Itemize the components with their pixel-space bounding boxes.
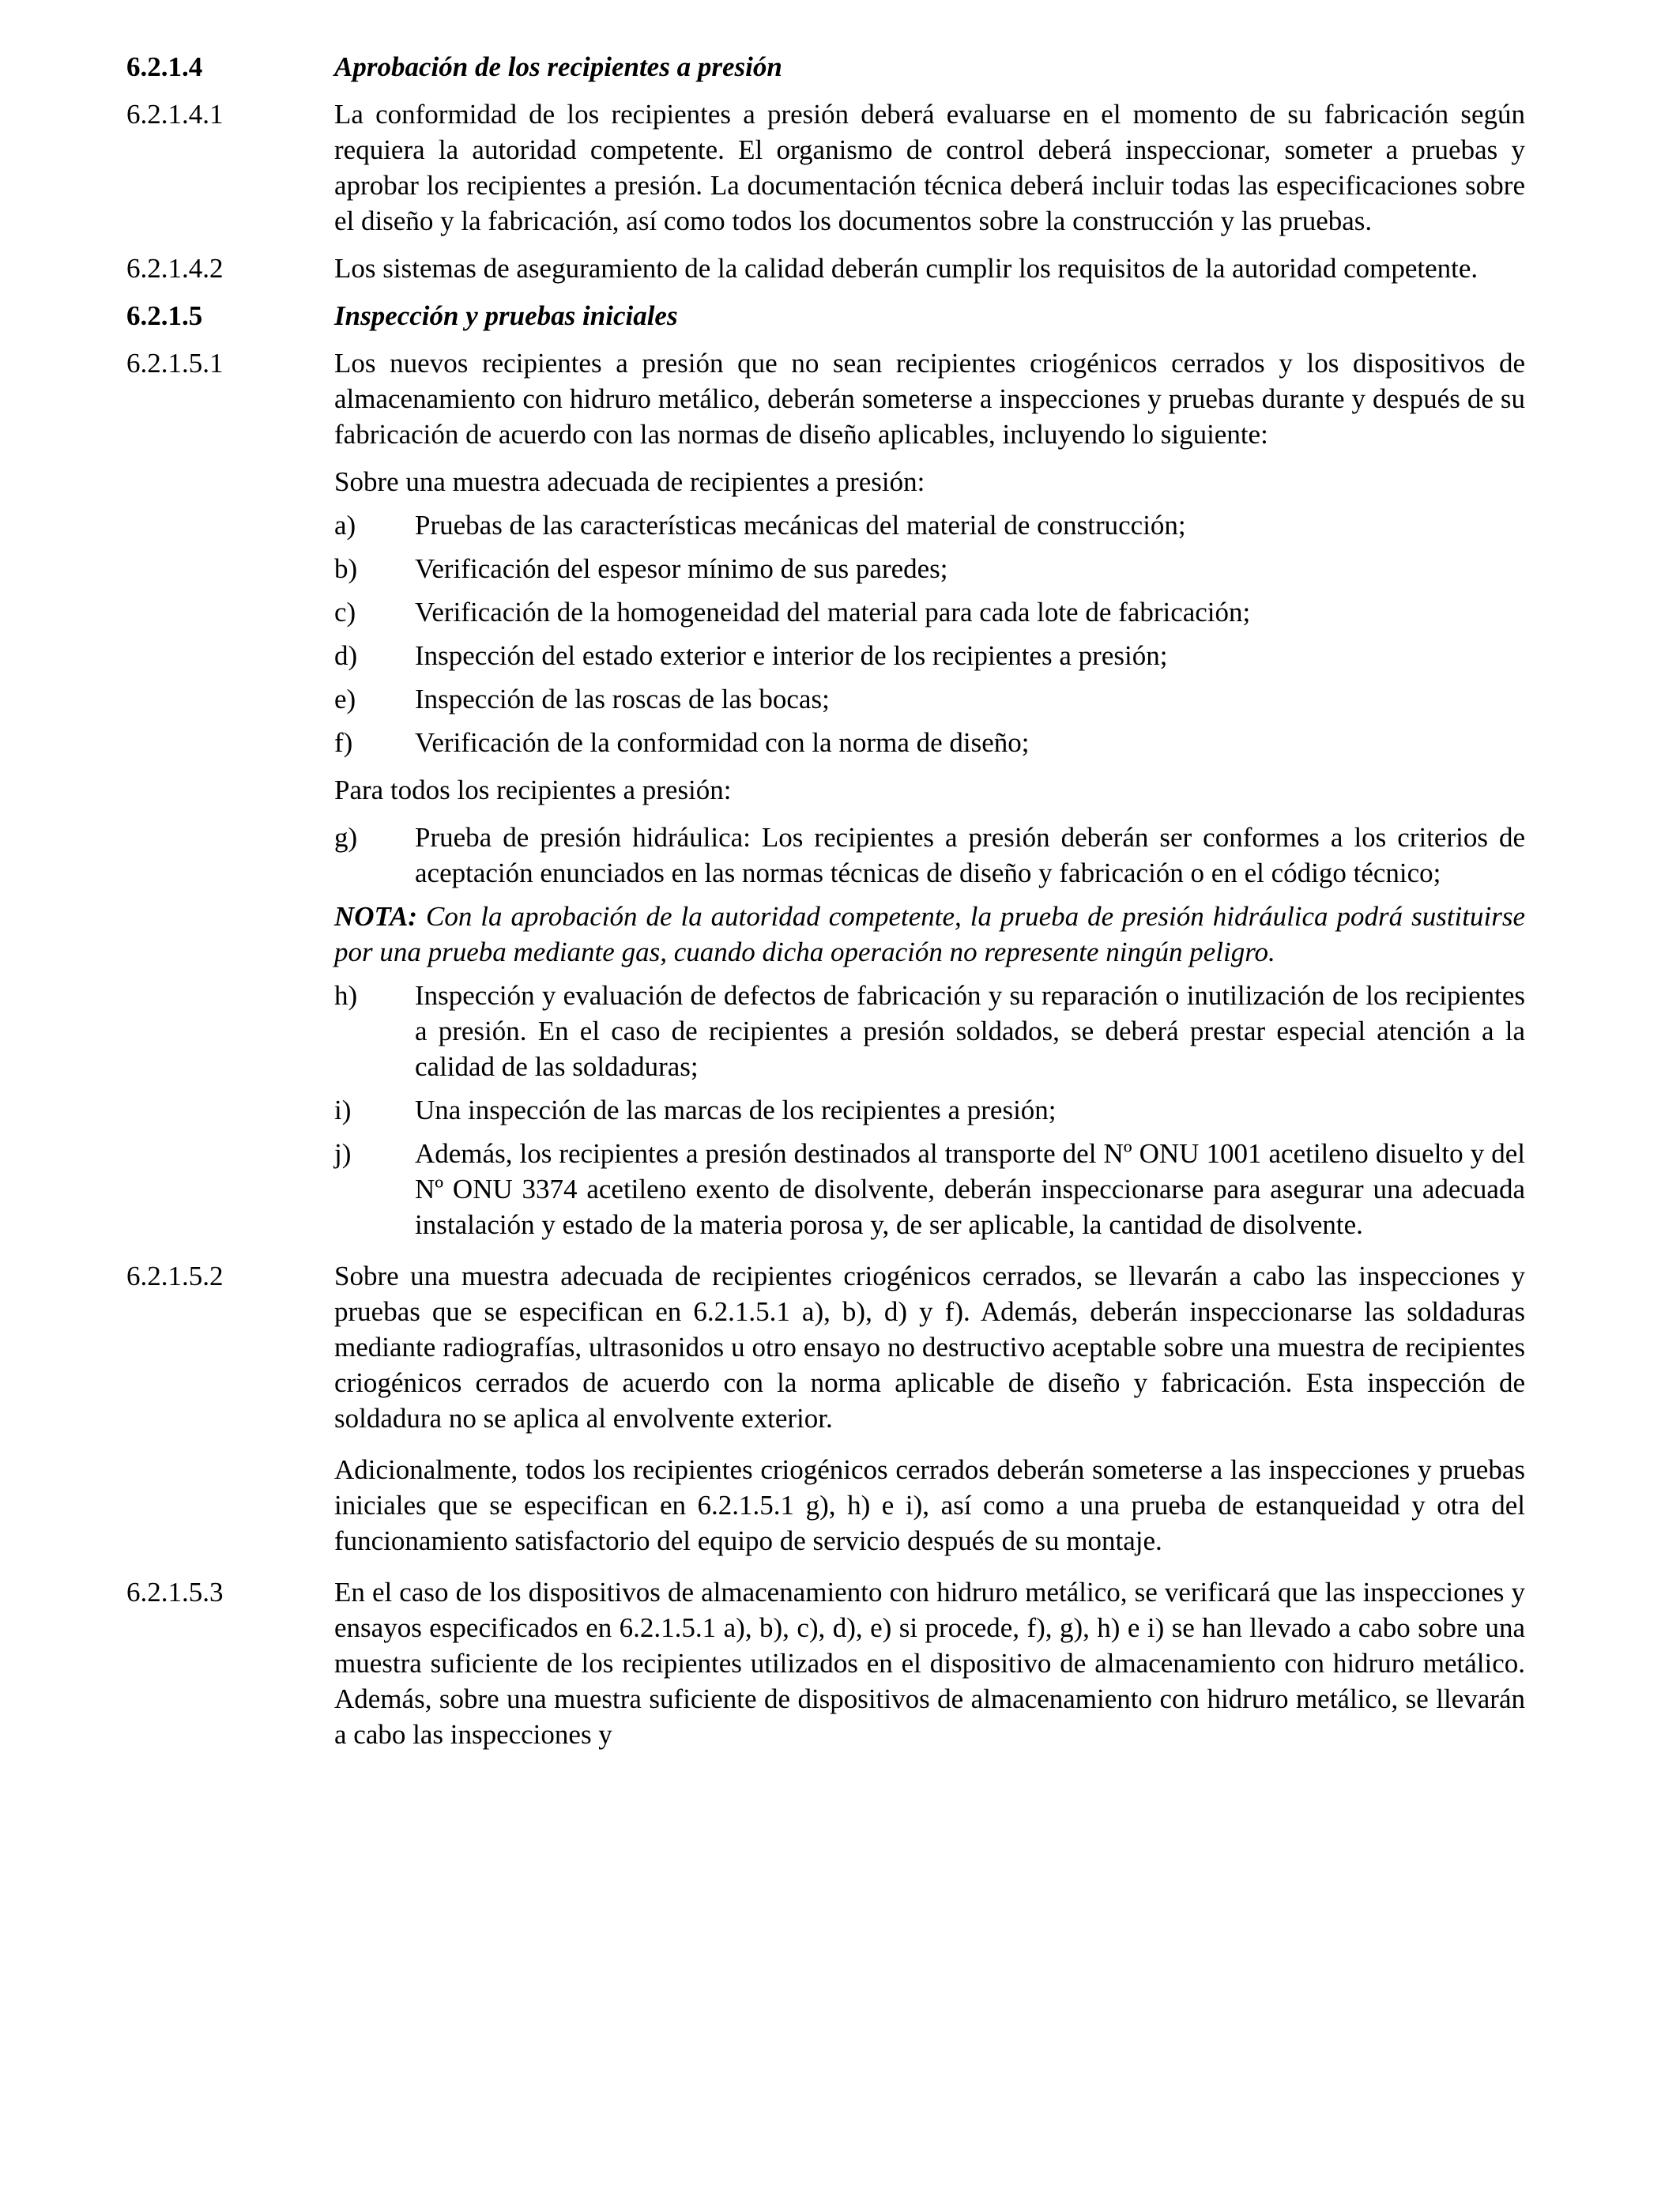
- list-item-letter: j): [334, 1138, 352, 1169]
- paragraph-number: 6.2.1.4.2: [126, 253, 224, 284]
- paragraph-text: La conformidad de los recipientes a presión deberá evaluarse en el momento de su fabricación según requiera la autoridad competente. El organismo de control deberá inspeccionar, someter a pruebas y aprobar los recipientes a presión. La documentación técnica deberá incluir todas las especificaciones sobre el diseño y la fabricación, así como todos los documentos sobre la construcción y las pruebas.: [334, 99, 1525, 236]
- paragraph-text: Sobre una muestra adecuada de recipientes criogénicos cerrados, se llevarán a cabo las inspecciones y pruebas que se especifican en 6.2.1.5.1 a), b), d) y f). Además, deberán inspeccionarse las soldaduras mediante radiografías, ultrasonidos u otro ensayo no destructivo aceptable sobre una muestra de recipientes criogénicos cerrados de acuerdo con la norma aplicable de diseño y fabricación. Esta inspección de soldadura no se aplica al envolvente exterior.: [334, 1261, 1525, 1434]
- list-item-text: Verificación de la conformidad con la norma de diseño;: [415, 727, 1030, 758]
- list-item-text: Una inspección de las marcas de los recipientes a presión;: [415, 1095, 1057, 1125]
- paragraph-text: Los sistemas de aseguramiento de la calidad deberán cumplir los requisitos de la autoridad competente.: [334, 253, 1478, 284]
- list-item-letter: a): [334, 510, 356, 541]
- paragraph-6-2-1-5-1: [126, 345, 1525, 452]
- paragraph-number: 6.2.1.4.1: [126, 99, 224, 130]
- list-item-g: [334, 820, 1525, 891]
- paragraph-number: 6.2.1.5.1: [126, 348, 224, 379]
- list-after-items: [126, 978, 1525, 1242]
- list-item-d: [334, 638, 1525, 673]
- paragraph-text: En el caso de los dispositivos de almacenamiento con hidruro metálico, se verificará que las inspecciones y ensayos especificados en 6.2.1.5.1 a), b), c), d), e) si procede, f), g), h) e i) se han llevado a cabo sobre una muestra suficiente de los recipientes utilizados en el dispositivo de almacenamiento con hidruro metálico. Además, sobre una muestra suficiente de dispositivos de almacenamiento con hidruro metálico, se llevarán a cabo las inspecciones y: [334, 1577, 1525, 1750]
- paragraph-6-2-1-5-3: [126, 1574, 1525, 1752]
- list-item-letter: d): [334, 640, 358, 671]
- list-item-letter: c): [334, 597, 356, 628]
- list-item-text: Prueba de presión hidráulica: Los recipientes a presión deberán ser conformes a los criterios de aceptación enunciados en las normas técnicas de diseño y fabricación o en el código técnico;: [415, 822, 1525, 888]
- paragraph-6-2-1-4-1: [126, 96, 1525, 239]
- paragraph-6-2-1-4-2: [126, 251, 1525, 286]
- section-heading-6-2-1-5: [126, 298, 1525, 334]
- section-title: Inspección y pruebas iniciales: [334, 300, 678, 331]
- list-item-letter: h): [334, 980, 358, 1011]
- list-item-e: [334, 681, 1525, 717]
- list-item-text: Verificación del espesor mínimo de sus paredes;: [415, 553, 948, 584]
- paragraph-text: Los nuevos recipientes a presión que no sean recipientes criogénicos cerrados y los dispositivos de almacenamiento con hidruro metálico, deberán someterse a inspecciones y pruebas durante y después de su fabricación de acuerdo con las normas de diseño aplicables, incluyendo lo siguiente:: [334, 348, 1525, 450]
- list-item-text: Pruebas de las características mecánicas del material de construcción;: [415, 510, 1186, 541]
- document-page: [126, 49, 1525, 1752]
- all-intro: Para todos los recipientes a presión:: [334, 775, 732, 805]
- list-item-c: [334, 594, 1525, 630]
- section-heading-6-2-1-4: [126, 49, 1525, 85]
- paragraph-continuation: Adicionalmente, todos los recipientes criogénicos cerrados deberán someterse a las inspecciones y pruebas iniciales que se especifican en 6.2.1.5.1 g), h) e i), así como a una prueba de estanqueidad y otra del funcionamiento satisfactorio del equipo de servicio después de su montaje.: [334, 1454, 1525, 1556]
- paragraph-6-2-1-5-2: [126, 1258, 1525, 1436]
- list-sample-items: [126, 507, 1525, 760]
- list-item-h: [334, 978, 1525, 1084]
- list-item-a: [334, 507, 1525, 543]
- list-item-letter: b): [334, 553, 358, 584]
- section-title: Aprobación de los recipientes a presión: [334, 51, 782, 82]
- list-item-letter: f): [334, 727, 353, 758]
- paragraph-number: 6.2.1.5.3: [126, 1577, 224, 1608]
- section-number: 6.2.1.5: [126, 300, 203, 331]
- list-item-i: [334, 1092, 1525, 1128]
- list-item-letter: e): [334, 684, 356, 714]
- list-item-text: Inspección de las roscas de las bocas;: [415, 684, 830, 714]
- note-label: NOTA:: [334, 901, 417, 932]
- list-item-b: [334, 551, 1525, 586]
- note-text: Con la aprobación de la autoridad competente, la prueba de presión hidráulica podrá sustituirse por una prueba mediante gas, cuando dicha operación no represente ningún peligro.: [334, 901, 1525, 967]
- list-item-text: Además, los recipientes a presión destinados al transporte del Nº ONU 1001 acetileno disuelto y del Nº ONU 3374 acetileno exento de disolvente, deberán inspeccionarse para asegurar una adecuada instalación y estado de la materia porosa y, de ser aplicable, la cantidad de disolvente.: [415, 1138, 1525, 1240]
- list-item-text: Verificación de la homogeneidad del material para cada lote de fabricación;: [415, 597, 1251, 628]
- list-item-j: [334, 1136, 1525, 1242]
- note: [334, 899, 1525, 970]
- list-item-text: Inspección y evaluación de defectos de fabricación y su reparación o inutilización de los recipientes a presión. En el caso de recipientes a presión soldados, se deberá prestar especial atención a la calidad de las soldaduras;: [415, 980, 1525, 1082]
- sample-intro: Sobre una muestra adecuada de recipientes a presión:: [334, 466, 925, 497]
- section-number: 6.2.1.4: [126, 51, 203, 82]
- list-item-letter: g): [334, 822, 358, 853]
- list-item-f: [334, 725, 1525, 760]
- paragraph-number: 6.2.1.5.2: [126, 1261, 224, 1291]
- list-item-letter: i): [334, 1095, 352, 1125]
- list-item-text: Inspección del estado exterior e interior de los recipientes a presión;: [415, 640, 1168, 671]
